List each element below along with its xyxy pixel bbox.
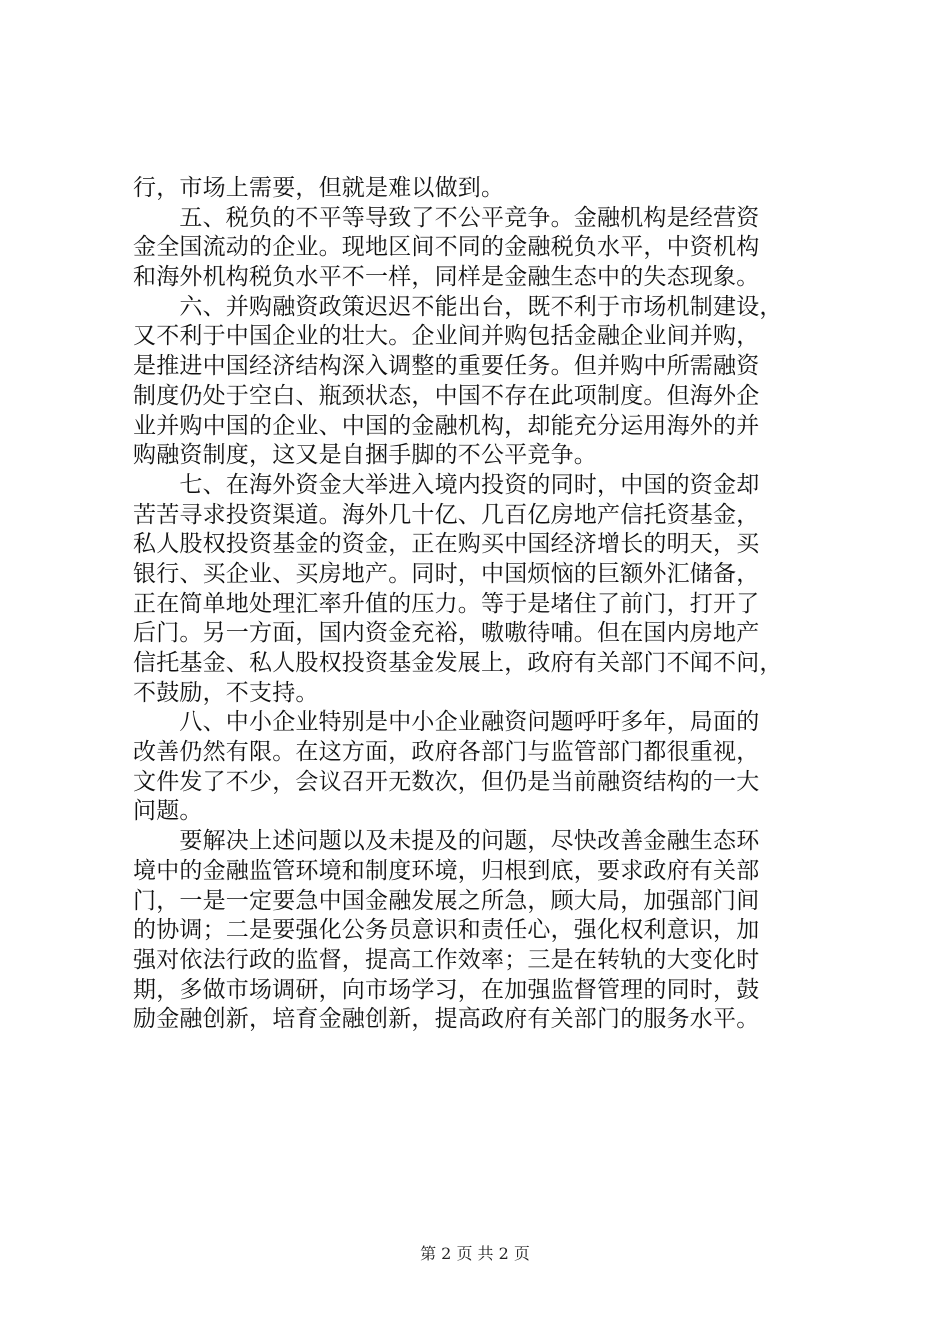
text-line: 励金融创新，培育金融创新，提高政府有关部门的服务水平。 bbox=[133, 1006, 760, 1033]
text-line: 要解决上述问题以及未提及的问题，尽快改善金融生态环 bbox=[133, 828, 760, 855]
text-line: 业并购中国的企业、中国的金融机构，却能充分运用海外的并 bbox=[133, 412, 760, 439]
text-line: 和海外机构税负水平不一样，同样是金融生态中的失态现象。 bbox=[133, 264, 760, 291]
text-line: 六、并购融资政策迟迟不能出台，既不利于市场机制建设， bbox=[133, 293, 783, 320]
text-line: 的协调；二是要强化公务员意识和责任心，强化权利意识，加 bbox=[133, 917, 760, 944]
text-line: 私人股权投资基金的资金，正在购买中国经济增长的明天，买 bbox=[133, 531, 760, 558]
text-line: 不鼓励，不支持。 bbox=[133, 679, 319, 706]
text-line: 行，市场上需要，但就是难以做到。 bbox=[133, 175, 505, 201]
page-number-footer: 第 2 页 共 2 页 bbox=[420, 1244, 530, 1263]
text-line: 境中的金融监管环境和制度环境，归根到底，要求政府有关部 bbox=[133, 857, 760, 884]
text-line: 制度仍处于空白、瓶颈状态，中国不存在此项制度。但海外企 bbox=[133, 382, 760, 409]
text-line: 七、在海外资金大举进入境内投资的同时，中国的资金却 bbox=[133, 471, 760, 498]
text-line: 五、税负的不平等导致了不公平竞争。金融机构是经营资 bbox=[133, 204, 760, 231]
text-line: 门，一是一定要急中国金融发展之所急，顾大局，加强部门间 bbox=[133, 887, 760, 914]
text-line: 正在简单地处理汇率升值的压力。等于是堵住了前门，打开了 bbox=[133, 590, 760, 617]
body-text bbox=[133, 174, 823, 1035]
text-line: 又不利于中国企业的壮大。企业间并购包括金融企业间并购， bbox=[133, 323, 760, 350]
text-line: 是推进中国经济结构深入调整的重要任务。但并购中所需融资 bbox=[133, 353, 760, 380]
text-line: 问题。 bbox=[133, 798, 203, 825]
text-line: 期，多做市场调研，向市场学习，在加强监督管理的同时，鼓 bbox=[133, 976, 760, 1003]
text-line: 苦苦寻求投资渠道。海外几十亿、几百亿房地产信托资基金， bbox=[133, 501, 760, 528]
text-line: 金全国流动的企业。现地区间不同的金融税负水平，中资机构 bbox=[133, 234, 760, 261]
text-line: 改善仍然有限。在这方面，政府各部门与监管部门都很重视， bbox=[133, 739, 760, 766]
text-line: 信托基金、私人股权投资基金发展上，政府有关部门不闻不问， bbox=[133, 650, 783, 676]
text-line: 文件发了不少，会议召开无数次，但仍是当前融资结构的一大 bbox=[133, 768, 760, 795]
text-line: 购融资制度，这又是自捆手脚的不公平竞争。 bbox=[133, 442, 597, 469]
text-line: 银行、买企业、买房地产。同时，中国烦恼的巨额外汇储备， bbox=[133, 560, 760, 587]
text-line: 后门。另一方面，国内资金充裕，嗷嗷待哺。但在国内房地产 bbox=[133, 620, 760, 647]
text-line: 八、中小企业特别是中小企业融资问题呼吁多年，局面的 bbox=[133, 709, 760, 736]
text-line: 强对依法行政的监督，提高工作效率；三是在转轨的大变化时 bbox=[133, 946, 760, 973]
